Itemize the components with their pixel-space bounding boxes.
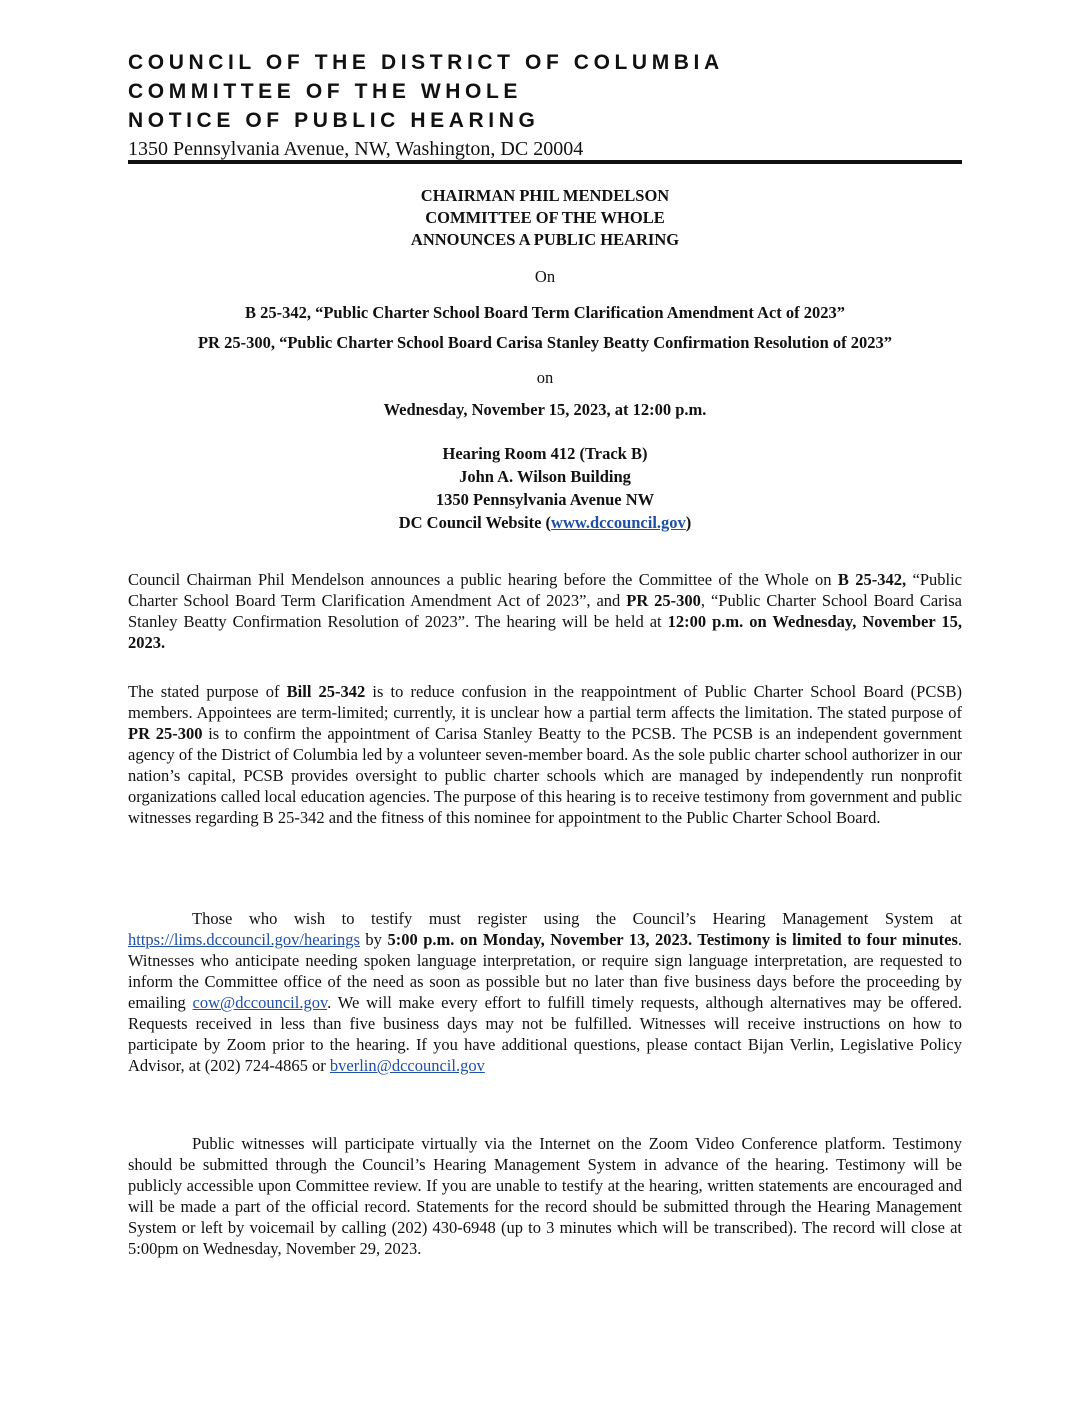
testimony-bold-deadline: 5:00 p.m. on Monday, November 13, 2023. Testimony is limited to four minutes: [387, 930, 958, 949]
testimony-text-2: by: [359, 930, 388, 949]
website-suffix: ): [685, 513, 692, 532]
header-rule: [128, 160, 962, 164]
intro-text-3: , “Public Charter School Board Carisa Stanley Beatty Confirmation Resolution of 2023”. The hearing will be held at: [128, 591, 962, 631]
on-line-2: on: [536, 368, 554, 387]
hearing-room: Hearing Room 412 (Track B): [442, 444, 648, 463]
purpose-text-3: is to confirm the appointment of Carisa Stanley Beatty to the PCSB. The PCSB is an independent government agency of the District of Columbia led by a volunteer seven-member board. As the sole public charter school authorizer in our nation’s capital, PCSB provides oversight to public charter schools which are managed by independently run nonprofit organizations called local education agencies. The purpose of this hearing is to receive testimony from government and public witnesses regarding B 25-342 and the fitness of this nominee for appointment to the Public Charter School Board.: [128, 724, 962, 827]
website-line: [128, 513, 962, 533]
hearing-date: Wednesday, November 15, 2023, at 12:00 p.m.: [383, 400, 707, 419]
chairman-line: CHAIRMAN PHIL MENDELSON: [420, 186, 670, 205]
website-link[interactable]: www.dccouncil.gov: [551, 513, 686, 532]
intro-paragraph: [128, 569, 962, 653]
bill-title-1: B 25-342, “Public Charter School Board Term Clarification Amendment Act of 2023”: [244, 303, 846, 322]
purpose-paragraph: [128, 681, 962, 828]
on-line-1: On: [534, 267, 556, 286]
street-address: 1350 Pennsylvania Avenue NW: [435, 490, 655, 509]
council-address: 1350 Pennsylvania Avenue, NW, Washington, DC 20004: [128, 138, 584, 160]
notice-title: NOTICE OF PUBLIC HEARING: [128, 109, 540, 132]
purpose-bold-resolution: PR 25-300: [128, 724, 203, 743]
testimony-text-1: Those who wish to testify must register using the Council’s Hearing Management System at: [192, 909, 962, 928]
website-prefix: DC Council Website (: [398, 513, 552, 532]
testimony-paragraph: [128, 908, 962, 1076]
intro-text-1: Council Chairman Phil Mendelson announces a public hearing before the Committee of the Whole on: [128, 570, 838, 589]
intro-text-2: “Public Charter School Board Term Clarification Amendment Act of 2023”, and: [128, 570, 963, 610]
intro-bold-bill: B 25-342,: [837, 570, 907, 589]
building-name: John A. Wilson Building: [459, 467, 631, 486]
purpose-text-1: The stated purpose of: [128, 682, 287, 701]
bill-title-2: PR 25-300, “Public Charter School Board Carisa Stanley Beatty Confirmation Resolution of 2023”: [197, 333, 893, 352]
purpose-text-2: is to reduce confusion in the reappointment of Public Charter School Board (PCSB) members. Appointees are term-limited; currently, it is unclear how a partial term affects the limitation. The stated purpose of: [128, 682, 963, 722]
committee-name: COMMITTEE OF THE WHOLE: [128, 80, 523, 103]
announces-line: ANNOUNCES A PUBLIC HEARING: [410, 230, 680, 249]
hearings-link[interactable]: https://lims.dccouncil.gov/hearings: [128, 930, 360, 949]
cow-email-link[interactable]: cow@dccouncil.gov: [192, 993, 328, 1012]
intro-bold-resolution: PR 25-300: [626, 591, 701, 610]
intro-bold-date: 12:00 p.m. on Wednesday, November 15, 2023.: [128, 612, 962, 652]
testimony-text-4: . We will make every effort to fulfill timely requests, although alternatives may be offered. Requests received in less than five business days may not be fulfilled. Witnesses will receive instructions on how to participate by Zoom prior to the hearing. If you have additional questions, please contact Bijan Verlin, Legislative Policy Advisor, at (202) 724-4865 or: [128, 993, 963, 1075]
committee-line: COMMITTEE OF THE WHOLE: [425, 208, 665, 227]
purpose-bold-bill: Bill 25-342: [286, 682, 366, 701]
letterhead: [128, 48, 724, 163]
participation-paragraph: Public witnesses will participate virtually via the Internet on the Zoom Video Conference platform. Testimony should be submitted through the Council’s Hearing Management System in advance of the hearing. Testimony will be publicly accessible upon Committee review. If you are unable to testify at the hearing, written statements are encouraged and will be made a part of the official record. Statements for the record should be submitted through the Hearing Management System or left by voicemail by calling (202) 430-6948 (up to 3 minutes which will be transcribed). The record will close at 5:00pm on Wednesday, November 29, 2023.: [128, 1134, 962, 1258]
testimony-text-3: . Witnesses who anticipate needing spoken language interpretation, or require sign language interpretation, are requested to inform the Committee office of the need as soon as possible but no later than five business days before the proceeding by emailing: [128, 930, 962, 1012]
council-name: COUNCIL OF THE DISTRICT OF COLUMBIA: [128, 51, 724, 74]
bverlin-email-link[interactable]: bverlin@dccouncil.gov: [329, 1056, 485, 1075]
